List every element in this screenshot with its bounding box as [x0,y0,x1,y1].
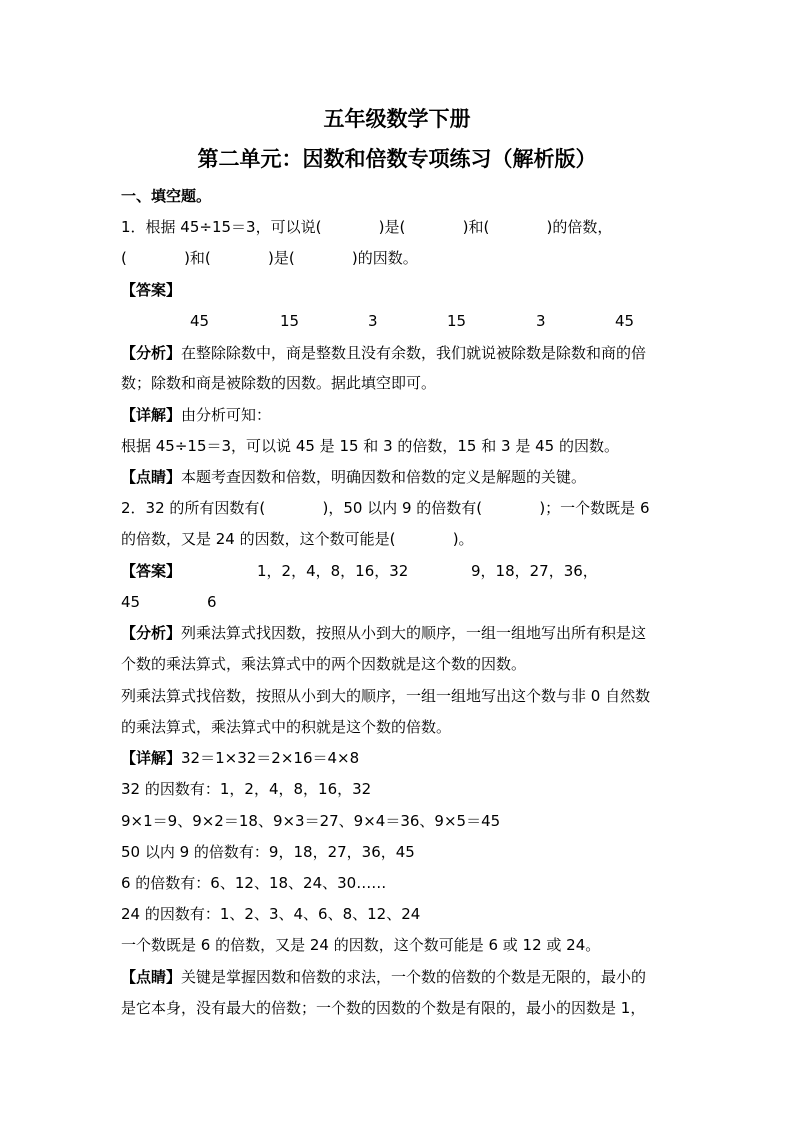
q1-detail-text-1: 由分析可知： [181,406,272,424]
q1-comment-text: 本题考查因数和倍数，明确因数和倍数的定义是解题的关键。 [181,468,587,486]
q1-answer-5: 3 [536,312,546,330]
q2-analysis-text-1: 列乘法算式找因数，按照从小到大的顺序，一组一组地写出所有积是这 [181,624,647,642]
q2-comment-2: 是它本身，没有最大的倍数；一个数的因数的个数是有限的，最小的因数是 1， [121,999,646,1017]
q1-analysis-2: 数；除数和商是被除数的因数。据此填空即可。 [121,374,437,392]
q2-comment-text-1: 关键是掌握因数和倍数的求法，一个数的倍数的个数是无限的，最小的 [181,968,647,986]
q2-detail-text-1: 32＝1×32＝2×16＝4×8 [181,749,360,767]
q1-analysis-label: 【分析】 [121,344,182,362]
q1-analysis-1 [121,342,646,364]
q1-line2: ( )和( )是( )的因数。 [121,249,418,267]
q2-answer-b: 9，18，27，36， [471,562,598,580]
section-heading: 一、填空题。 [121,187,212,205]
q2-analysis-3: 列乘法算式找倍数，按照从小到大的顺序，一组一组地写出这个数与非 0 自然数 [121,687,651,705]
q1-detail-label: 【详解】 [121,406,182,424]
q2-detail-2: 32 的因数有：1，2，4，8，16，32 [121,780,372,798]
q2-detail-label: 【详解】 [121,749,182,767]
q1-answer-6: 45 [615,312,635,330]
q1-detail-2: 根据 45÷15＝3，可以说 45 是 15 和 3 的倍数，15 和 3 是 45 的因数。 [121,437,619,455]
q2-analysis-2: 个数的乘法算式，乘法算式中的两个因数就是这个数的因数。 [121,655,527,673]
document-title: 五年级数学下册 [323,107,471,131]
q1-answer-3: 3 [368,312,378,330]
q1-line1: 1．根据 45÷15＝3，可以说( )是( )和( )的倍数， [121,218,613,236]
q2-comment-label: 【点睛】 [121,968,182,986]
q1-answer-4: 15 [447,312,467,330]
q1-answer-label: 【答案】 [121,281,182,299]
q2-answer-b-cont: 45 [121,593,141,611]
q2-detail-7: 一个数既是 6 的倍数，又是 24 的因数，这个数可能是 6 或 12 或 24。 [121,936,601,954]
q1-comment [121,466,586,488]
q2-analysis-1 [121,622,646,644]
q2-answer-c: 6 [207,593,217,611]
q2-comment-1 [121,966,646,988]
q2-analysis-label: 【分析】 [121,624,182,642]
q1-answer-2: 15 [280,312,300,330]
document-subtitle: 第二单元：因数和倍数专项练习（解析版） [197,147,597,171]
q2-detail-4: 50 以内 9 的倍数有：9，18，27，36，45 [121,843,415,861]
q2-answer-label: 【答案】 [121,562,182,580]
q1-answer-1: 45 [190,312,210,330]
q2-line2: 的倍数，又是 24 的因数，这个数可能是( )。 [121,530,474,548]
q2-answer-a: 1，2，4，8，16，32 [257,562,409,580]
q2-detail-1 [121,747,359,769]
q2-detail-6: 24 的因数有：1、2、3、4、6、8、12、24 [121,905,421,923]
q2-line1: 2．32 的所有因数有( )，50 以内 9 的倍数有( )；一个数既是 6 [121,499,650,517]
q1-analysis-text-1: 在整除除数中，商是整数且没有余数，我们就说被除数是除数和商的倍 [181,344,647,362]
q2-analysis-4: 的乘法算式，乘法算式中的积就是这个数的倍数。 [121,718,452,736]
q1-detail-1 [121,404,271,426]
q1-comment-label: 【点睛】 [121,468,182,486]
q2-detail-3: 9×1＝9、9×2＝18、9×3＝27、9×4＝36、9×5＝45 [121,812,501,830]
q2-detail-5: 6 的倍数有：6、12、18、24、30…… [121,874,387,892]
